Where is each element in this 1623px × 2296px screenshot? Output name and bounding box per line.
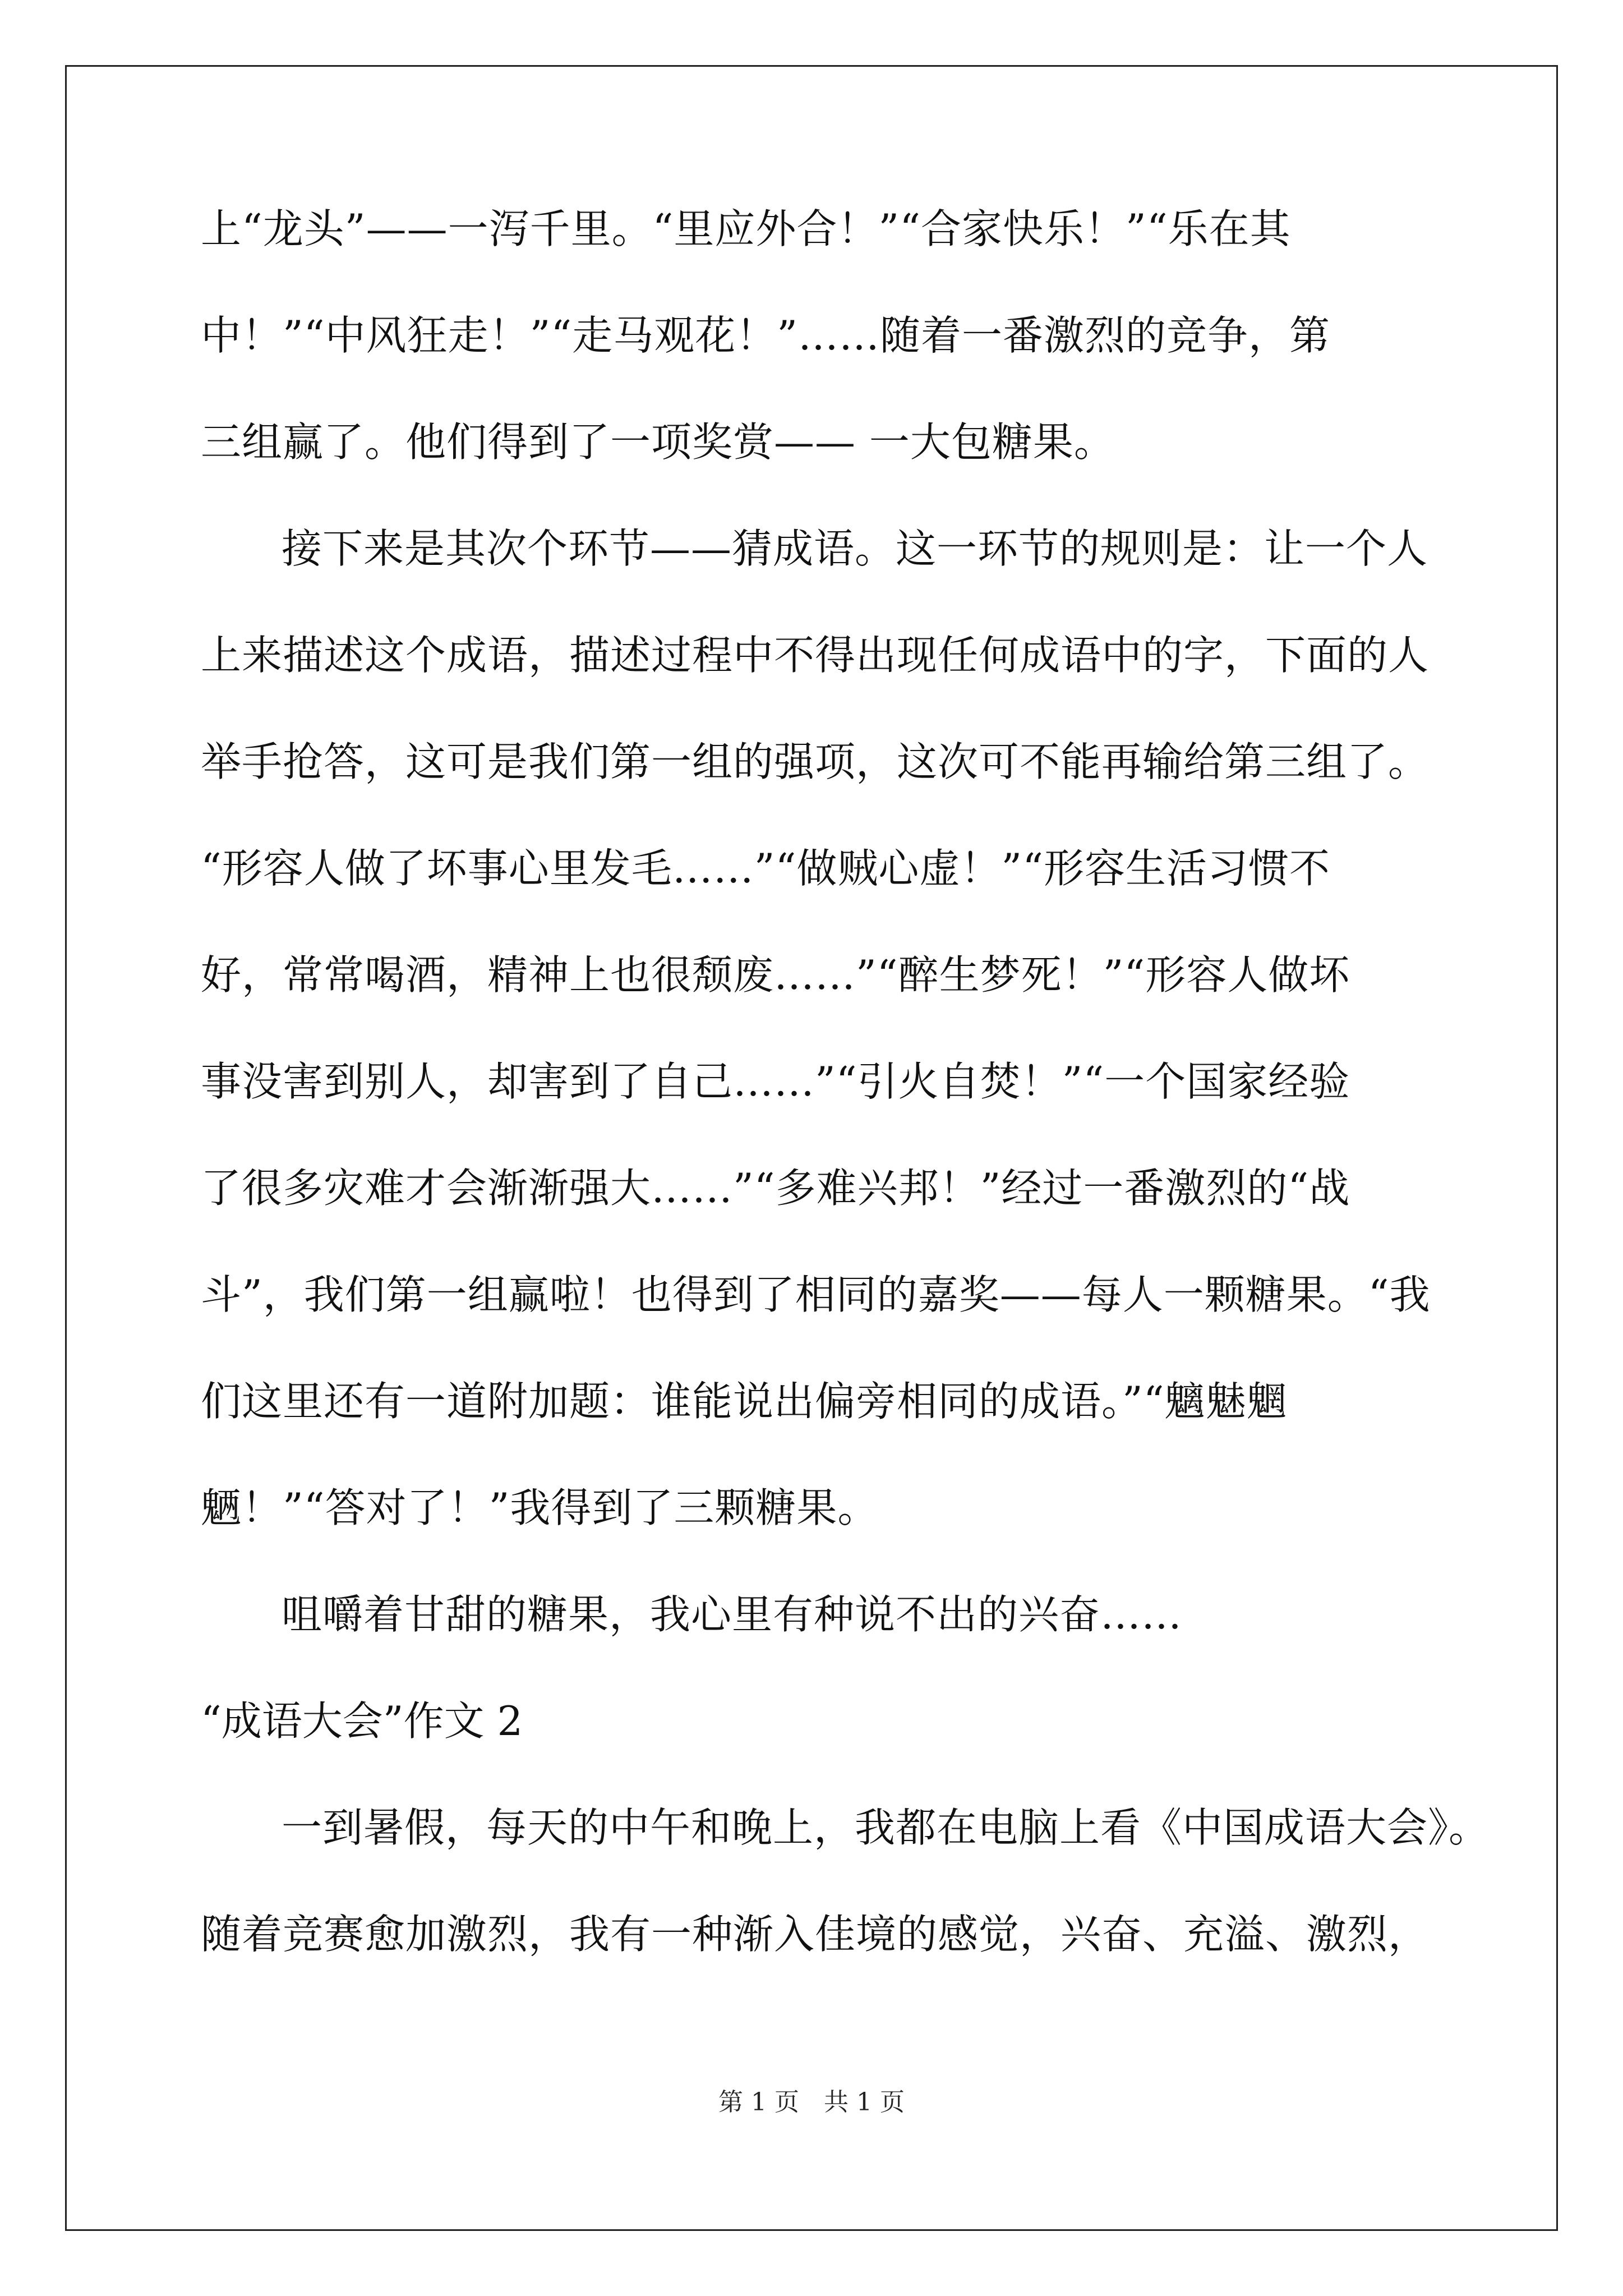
body-line: 事没害到别人，却害到了自己……”“引火自焚！”“一个国家经验 (201, 1058, 1350, 1105)
body-line: 们这里还有一道附加题：谁能说出偏旁相同的成语。”“魑魅魍 (201, 1378, 1288, 1425)
body-line: 了很多灾难才会渐渐强大……”“多难兴邦！”经过一番激烈的“战 (201, 1165, 1350, 1212)
body-line: 魉！”“答对了！”我得到了三颗糖果。 (201, 1484, 879, 1531)
body-line: “形容人做了坏事心里发毛……”“做贼心虚！”“形容生活习惯不 (201, 845, 1331, 892)
body-line: 上来描述这个成语，描述过程中不得出现任何成语中的字，下面的人 (201, 632, 1430, 679)
body-line: 上“龙头”——一泻千里。“里应外合！”“合家快乐！”“乐在其 (201, 205, 1291, 252)
body-line: 三组赢了。他们得到了一项奖赏—— 一大包糖果。 (201, 418, 1115, 466)
document-body (201, 202, 1490, 2014)
body-line: 斗”，我们第一组赢啦！也得到了相同的嘉奖——每人一颗糖果。“我 (201, 1271, 1431, 1318)
page-number-footer: 第 1 页 共 1 页 (718, 2088, 905, 2116)
paragraph-start-line: 一到暑假，每天的中午和晚上，我都在电脑上看《中国成语大会》。 (282, 1804, 1490, 1851)
paragraph-start-line: 接下来是其次个环节——猜成语。这一环节的规则是：让一个人 (282, 525, 1428, 572)
body-line: 中！”“中风狂走！”“走马观花！”……随着一番激烈的竞争，第 (201, 312, 1331, 359)
body-line: 随着竞赛愈加激烈，我有一种渐入佳境的感觉，兴奋、充溢、激烈， (201, 1911, 1430, 1958)
body-line: 举手抢答，这可是我们第一组的强项，这次可不能再输给第三组了。 (201, 738, 1430, 785)
body-line: 好，常常喝酒，精神上也很颓废……”“醉生梦死！”“形容人做坏 (201, 951, 1350, 999)
paragraph-start-line: 咀嚼着甘甜的糖果，我心里有种说不出的兴奋…… (282, 1591, 1183, 1638)
section-heading: “成语大会”作文 2 (201, 1697, 523, 1745)
